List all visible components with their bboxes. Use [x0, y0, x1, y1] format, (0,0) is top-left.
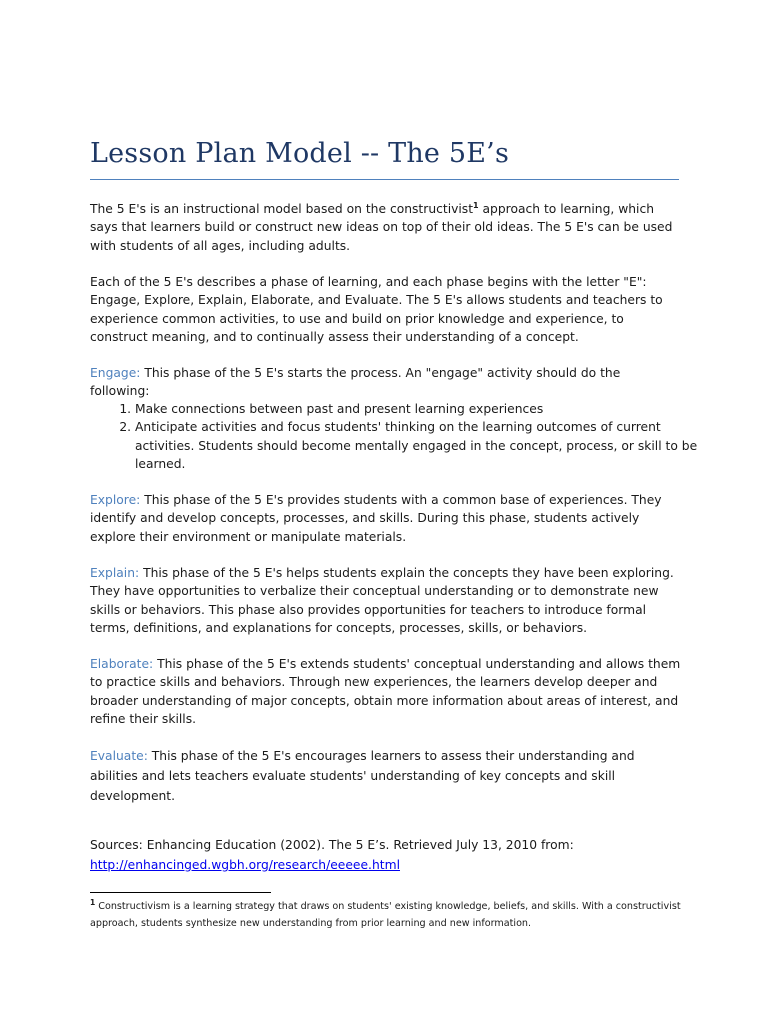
intro-text-cont: approach to learning, which says that learners build or construct new ideas on top of their old ideas. The 5 E's can be used with students of all ages, including adults. [90, 202, 673, 253]
elaborate-paragraph [90, 655, 682, 728]
footnote-reference[interactable]: 1 [473, 200, 479, 210]
evaluate-paragraph [90, 746, 682, 806]
phases-overview-text: Each of the 5 E's describes a phase of learning, and each phase begins with the letter "E": Engage, Explore, Explain, Elaborate, and Evaluate. The 5 E's allows students and teachers to experience common activities, to use and build on prior knowledge and experience, to construct meaning, and to continually assess their understanding of a concept. [90, 275, 663, 344]
elaborate-label: Elaborate: [90, 657, 154, 671]
sources-text: Sources: Enhancing Education (2002). The 5 E’s. Retrieved July 13, 2010 from: [90, 838, 574, 852]
sources-paragraph [90, 835, 682, 875]
engage-label: Engage: [90, 366, 141, 380]
phases-overview-paragraph [90, 273, 682, 346]
title-underline [90, 179, 679, 180]
footnote-mark: 1 [90, 897, 96, 907]
engage-list [110, 400, 707, 473]
footnote [90, 899, 685, 932]
intro-text: The 5 E's is an instructional model based on the constructivist [90, 202, 474, 216]
engage-paragraph [90, 364, 682, 401]
explain-text: This phase of the 5 E's helps students explain the concepts they have been exploring. They have opportunities to verbalize their conceptual understanding or to demonstrate new skills or behaviors. This phase also provides opportunities for teachers to introduce formal terms, definitions, and explanations for concepts, processes, skills, or behaviors. [90, 566, 674, 635]
page-title: Lesson Plan Model -- The 5E’s [90, 138, 510, 169]
intro-paragraph [90, 200, 682, 255]
explore-label: Explore: [90, 493, 141, 507]
explain-label: Explain: [90, 566, 140, 580]
evaluate-label: Evaluate: [90, 749, 148, 763]
explore-paragraph [90, 491, 682, 546]
explore-text: This phase of the 5 E's provides students with a common base of experiences. They identify and develop concepts, processes, and skills. During this phase, students actively explore their environment or manipulate materials. [90, 493, 662, 544]
list-item: 1. Make connections between past and present learning experiences [135, 400, 707, 418]
engage-text: This phase of the 5 E's starts the process. An "engage" activity should do the following: [90, 366, 621, 399]
list-item: 2. Anticipate activities and focus students' thinking on the learning outcomes of current activities. Students should become mentally engaged in the concept, process, or skill to be learned. [135, 418, 707, 473]
footnote-separator [90, 892, 271, 893]
footnote-text: Constructivism is a learning strategy that draws on students' existing knowledge, beliefs, and skills. With a constructivist approach, students synthesize new understanding from prior learning and new information. [90, 901, 681, 929]
explain-paragraph [90, 564, 682, 637]
sources-link[interactable]: http://enhancinged.wgbh.org/research/eeeee.html [90, 858, 400, 872]
elaborate-text: This phase of the 5 E's extends students' conceptual understanding and allows them to practice skills and behaviors. Through new experiences, the learners develop deeper and broader understanding of major concepts, obtain more information about areas of interest, and refine their skills. [90, 657, 681, 726]
evaluate-text: This phase of the 5 E's encourages learners to assess their understanding and abilities and lets teachers evaluate students' understanding of key concepts and skill development. [90, 749, 635, 803]
